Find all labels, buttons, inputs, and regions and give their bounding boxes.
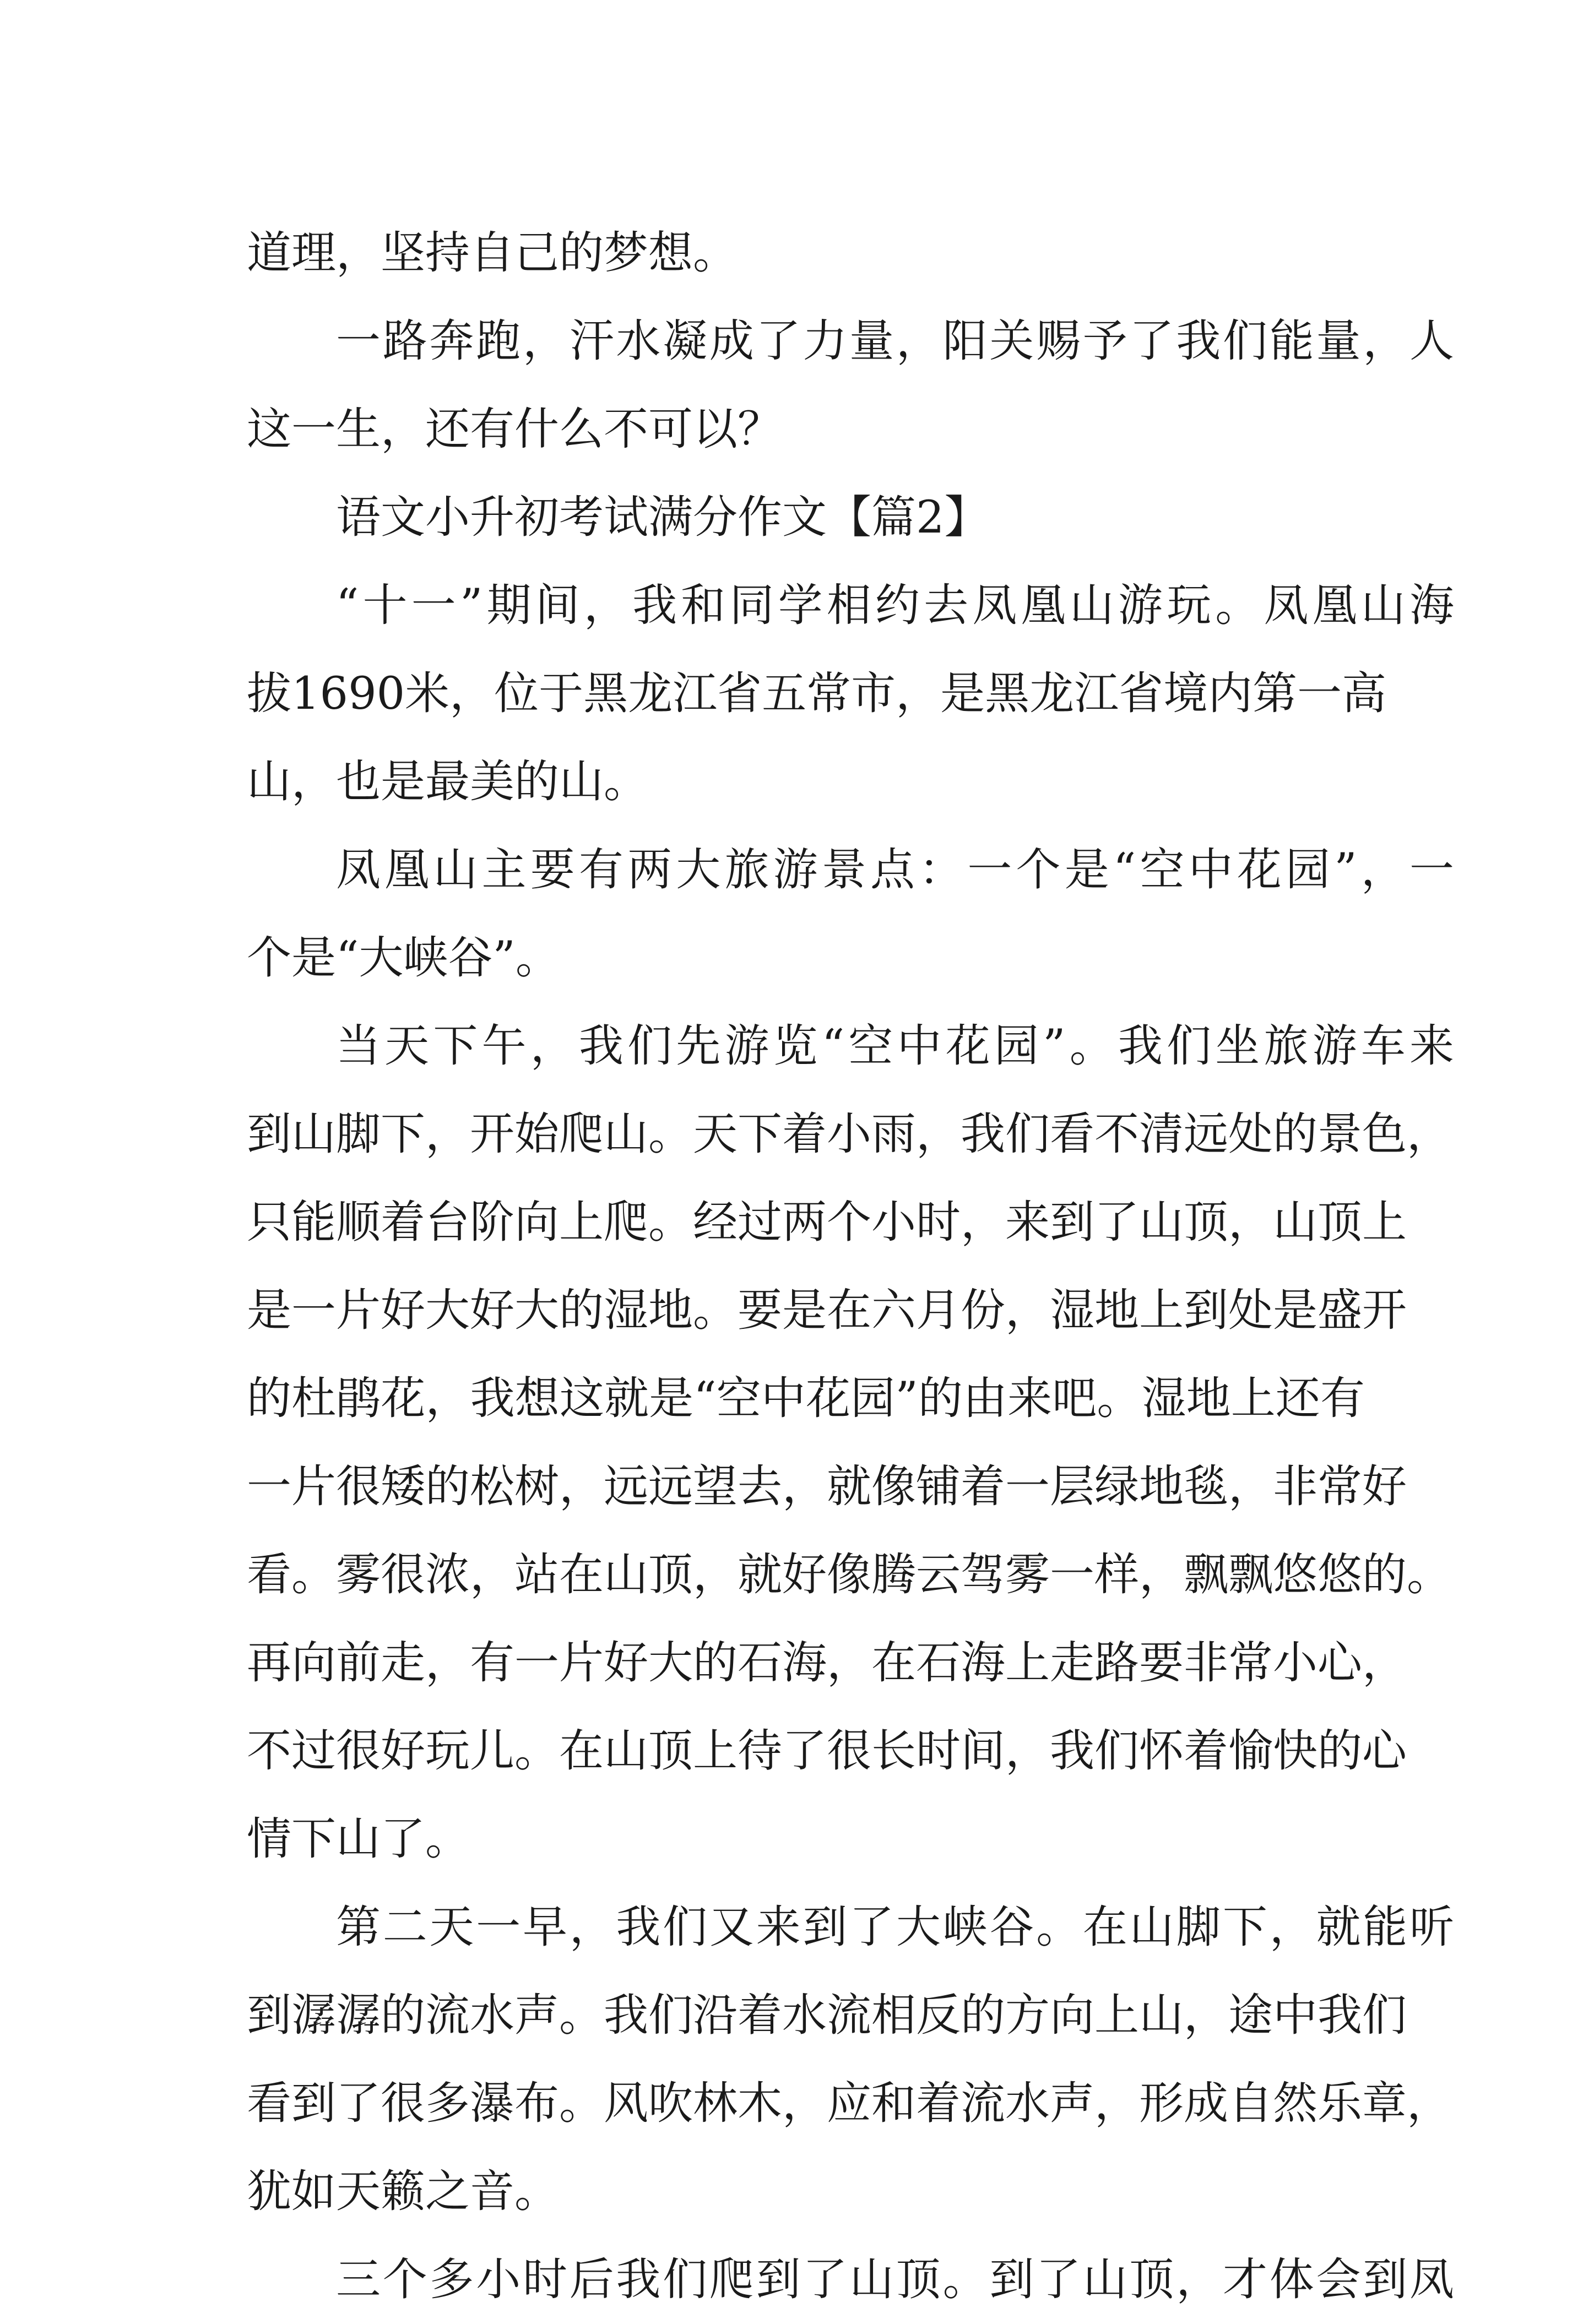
text-line: 是一片好大好大的湿地。要是在六月份，湿地上到处是盛开 bbox=[247, 1285, 1407, 1337]
text-line: 当天下午，我们先游览“空中花园”。我们坐旅游车来 bbox=[336, 1020, 1454, 1072]
text-line: 个是“大峡谷”。 bbox=[247, 932, 560, 984]
text-line: 的杜鹃花，我想这就是“空中花园”的由来吧。湿地上还有 bbox=[247, 1373, 1365, 1425]
text-line: 只能顺着台阶向上爬。经过两个小时，来到了山顶，山顶上 bbox=[247, 1197, 1407, 1248]
text-line: 到潺潺的流水声。我们沿着水流相反的方向上山，途中我们 bbox=[247, 1990, 1407, 2041]
text-line: 拔1690米，位于黑龙江省五常市，是黑龙江省境内第一高 bbox=[247, 668, 1387, 720]
section-heading: 语文小升初考试满分作文【篇2】 bbox=[336, 492, 989, 544]
text-line: 三个多小时后我们爬到了山顶。到了山顶，才体会到凤 bbox=[336, 2254, 1454, 2306]
text-line: 再向前走，有一片好大的石海，在石海上走路要非常小心， bbox=[247, 1637, 1407, 1689]
text-line: 看到了很多瀑布。风吹林木，应和着流水声，形成自然乐章， bbox=[247, 2078, 1452, 2130]
text-line: 到山脚下，开始爬山。天下着小雨，我们看不清远处的景色， bbox=[247, 1109, 1452, 1160]
text-line: 第二天一早，我们又来到了大峡谷。在山脚下，就能听 bbox=[336, 1902, 1454, 1953]
text-line: 凤凰山主要有两大旅游景点：一个是“空中花园”，一 bbox=[336, 844, 1454, 896]
text-line: 一路奔跑，汗水凝成了力量，阳关赐予了我们能量，人 bbox=[336, 316, 1454, 367]
text-line: 看。雾很浓，站在山顶，就好像腾云驾雾一样，飘飘悠悠的。 bbox=[247, 1549, 1452, 1601]
text-line: 犹如天籁之音。 bbox=[247, 2166, 560, 2218]
text-line: 不过很好玩儿。在山顶上待了很长时间，我们怀着愉快的心 bbox=[247, 1725, 1407, 1777]
text-line: 道理，坚持自己的梦想。 bbox=[247, 227, 738, 279]
essay-body bbox=[247, 209, 1454, 2324]
text-line: 一片很矮的松树，远远望去，就像铺着一层绿地毯，非常好 bbox=[247, 1461, 1407, 1513]
text-line: “十一”期间，我和同学相约去凤凰山游玩。凤凰山海 bbox=[336, 580, 1454, 632]
text-line: 情下山了。 bbox=[247, 1813, 470, 1865]
text-line: 山，也是最美的山。 bbox=[247, 756, 649, 808]
text-line: 这一生，还有什么不可以？ bbox=[247, 404, 783, 455]
